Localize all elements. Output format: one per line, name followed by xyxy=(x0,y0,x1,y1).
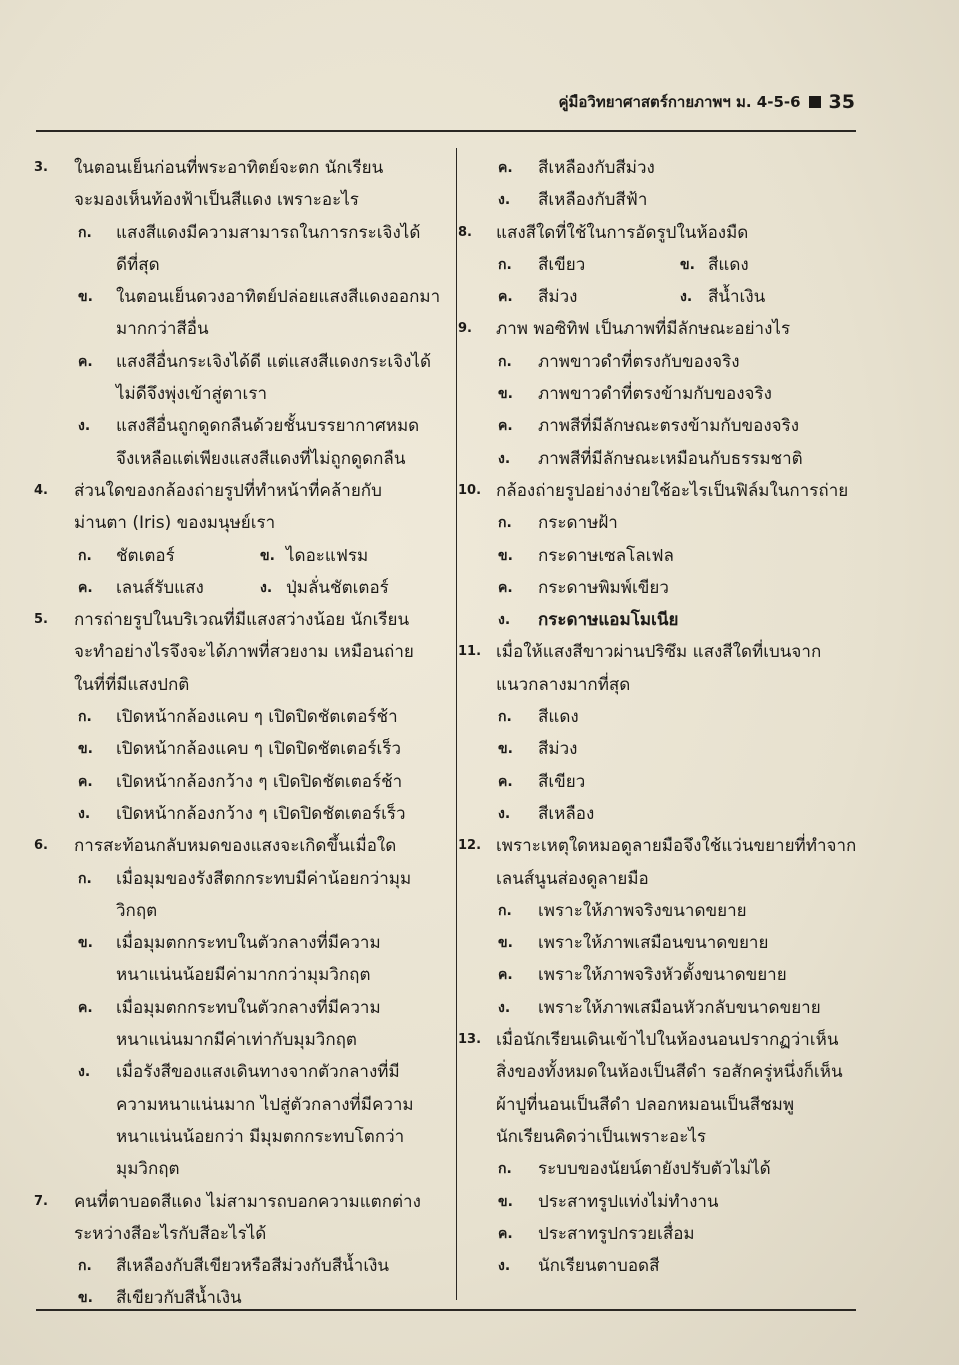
question-text: เมื่อให้แสงสีขาวผ่านปริซึม แสงสีใดที่เบนจาก xyxy=(496,642,822,663)
question-text: ม่านตา (Iris) ของมนุษย์เรา xyxy=(74,513,276,534)
option-line xyxy=(458,443,858,475)
option-text: เพราะให้ภาพเสมือนขนาดขยาย xyxy=(538,933,769,954)
option-text: เมื่อรังสีของแสงเดินทางจากตัวกลางที่มี xyxy=(116,1062,400,1083)
question-13-line xyxy=(458,1056,858,1088)
option-text: สีน้ำเงิน xyxy=(708,287,766,308)
option-label: ข. xyxy=(78,1290,93,1307)
question-text: แนวกลางมากที่สุด xyxy=(496,674,631,695)
option-line xyxy=(458,701,858,733)
option-label: ก. xyxy=(498,902,512,919)
question-13-line xyxy=(458,1121,858,1153)
option-line xyxy=(458,992,858,1024)
option-text: จึงเหลือแต่เพียงแสงสีแดงที่ไม่ถูกดูดกลืน xyxy=(116,448,406,469)
option-line xyxy=(458,895,858,927)
square-bullet-icon xyxy=(809,96,821,108)
question-13-line xyxy=(458,1024,858,1056)
option-text: กระดาษแอมโมเนีย xyxy=(538,610,679,631)
option-label: ก. xyxy=(498,709,512,726)
option-line xyxy=(34,1153,444,1185)
option-text: ประสาทรูปแท่งไม่ทำงาน xyxy=(538,1191,719,1212)
option-label: ง. xyxy=(260,579,273,596)
option-line xyxy=(34,249,444,281)
question-number: 9. xyxy=(458,321,472,337)
question-9-line xyxy=(458,313,858,345)
option-label: ข. xyxy=(498,741,513,758)
question-12-line xyxy=(458,830,858,862)
option-label: ค. xyxy=(498,967,513,984)
question-5-line xyxy=(34,669,444,701)
option-text: เปิดหน้ากล้องแคบ ๆ เปิดปิดชัตเตอร์ช้า xyxy=(116,707,398,728)
option-line xyxy=(34,313,444,345)
option-text: กระดาษเซลโลเฟล xyxy=(538,545,674,566)
option-label: ค. xyxy=(78,579,93,596)
option-line xyxy=(34,1282,444,1314)
option-label: ข. xyxy=(78,935,93,952)
option-line xyxy=(458,1218,858,1250)
option-label: ค. xyxy=(498,773,513,790)
option-label: ง. xyxy=(78,805,91,822)
option-label: ค. xyxy=(78,773,93,790)
option-text: ดีที่สุด xyxy=(116,254,160,275)
option-line xyxy=(34,378,444,410)
option-text: สีเหลืองกับสีฟ้า xyxy=(538,190,648,211)
option-line xyxy=(458,604,858,636)
page-number: 35 xyxy=(828,91,855,113)
option-label: ข. xyxy=(680,256,695,273)
option-line xyxy=(34,346,444,378)
question-text: จะทำอย่างไรจึงจะได้ภาพที่สวยงาม เหมือนถ่าย xyxy=(74,642,414,663)
option-line xyxy=(458,766,858,798)
question-number: 8. xyxy=(458,224,472,240)
option-text: แสงสีแดงมีความสามารถในการกระเจิงได้ xyxy=(116,222,421,243)
option-line xyxy=(458,1250,858,1282)
question-text: การสะท้อนกลับหมดของแสงจะเกิดขึ้นเมื่อใด xyxy=(74,836,397,857)
option-line xyxy=(34,733,444,765)
option-text: เมื่อมุมของรังสีตกกระทบมีค่าน้อยกว่ามุม xyxy=(116,868,412,889)
option-text: สีเหลืองกับสีม่วง xyxy=(538,158,655,178)
question-13-line xyxy=(458,1089,858,1121)
header-rule xyxy=(36,130,856,132)
option-label: ก. xyxy=(498,353,512,370)
option-line xyxy=(458,507,858,539)
option-line xyxy=(34,863,444,895)
option-text: ปุ่มลั่นชัตเตอร์ xyxy=(286,577,389,598)
option-line xyxy=(34,443,444,475)
option-label: ข. xyxy=(260,547,275,564)
question-number: 13. xyxy=(458,1032,482,1048)
option-line xyxy=(34,959,444,991)
option-line xyxy=(34,992,444,1024)
option-text: สีเขียว xyxy=(538,771,586,792)
option-text: ภาพสีที่มีลักษณะตรงข้ามกับของจริง xyxy=(538,416,800,437)
option-label: ข. xyxy=(498,1193,513,1210)
question-10-line xyxy=(458,475,858,507)
question-11-line xyxy=(458,669,858,701)
question-6-line xyxy=(34,830,444,862)
question-7-line xyxy=(34,1218,444,1250)
option-label: ก. xyxy=(498,256,512,273)
book-title: คู่มือวิทยาศาสตร์กายภาพฯ ม. 4-5-6 xyxy=(558,93,801,111)
option-label: ข. xyxy=(78,741,93,758)
question-text: นักเรียนคิดว่าเป็นเพราะอะไร xyxy=(496,1126,707,1147)
option-text: ความหนาแน่นมาก ไปสู่ตัวกลางที่มีความ xyxy=(116,1094,414,1115)
option-text: เมื่อมุมตกกระทบในตัวกลางที่มีความ xyxy=(116,933,381,954)
option-text: เปิดหน้ากล้องกว้าง ๆ เปิดปิดชัตเตอร์ช้า xyxy=(116,771,403,792)
option-text: สีเขียวกับสีน้ำเงิน xyxy=(116,1288,242,1309)
question-text: จะมองเห็นท้องฟ้าเป็นสีแดง เพราะอะไร xyxy=(74,190,359,211)
question-3-line xyxy=(34,152,444,184)
option-text: สีเขียว xyxy=(538,254,586,275)
option-label: ก. xyxy=(78,1258,92,1275)
option-text: เลนส์รับแสง xyxy=(116,577,204,598)
option-line xyxy=(34,1056,444,1088)
question-text: คนที่ตาบอดสีแดง ไม่สามารถบอกความแตกต่าง xyxy=(74,1191,421,1212)
option-label: ก. xyxy=(78,709,92,726)
question-11-line xyxy=(458,636,858,668)
option-text: ไม่ดีจึงพุ่งเข้าสู่ตาเรา xyxy=(116,384,267,405)
question-number: 10. xyxy=(458,482,482,498)
option-text: เมื่อมุมตกกระทบในตัวกลางที่มีความ xyxy=(116,997,381,1018)
option-label: ข. xyxy=(78,289,93,306)
option-text: สีเหลืองกับสีเขียวหรือสีม่วงกับสีน้ำเงิน xyxy=(116,1256,390,1277)
option-line xyxy=(34,1089,444,1121)
question-text: เมื่อนักเรียนเดินเข้าไปในห้องนอนปรากฏว่าเห็น xyxy=(496,1030,839,1051)
option-text: ระบบของนัยน์ตายังปรับตัวไม่ได้ xyxy=(538,1159,771,1180)
question-text: ผ้าปูที่นอนเป็นสีดำ ปลอกหมอนเป็นสีชมพู xyxy=(496,1094,795,1115)
option-label: ง. xyxy=(498,612,511,629)
question-number: 5. xyxy=(34,612,48,628)
option-text: แสงสีอื่นถูกดูดกลืนด้วยชั้นบรรยากาศหมด xyxy=(116,416,420,437)
option-line xyxy=(458,540,858,572)
question-text: ภาพ พอซิทิฟ เป็นภาพที่มีลักษณะอย่างไร xyxy=(496,319,791,340)
option-line xyxy=(34,410,444,442)
option-text: ในตอนเย็นดวงอาทิตย์ปล่อยแสงสีแดงออกมา xyxy=(116,287,441,308)
option-text: ประสาทรูปกรวยเสื่อม xyxy=(538,1223,695,1244)
option-text: สีเหลือง xyxy=(538,803,595,824)
option-line xyxy=(34,798,444,830)
option-line xyxy=(458,184,858,216)
page-header xyxy=(558,90,855,114)
option-label: ค. xyxy=(498,160,513,176)
option-label: ข. xyxy=(498,386,513,403)
question-text: แสงสีใดที่ใช้ในการอัดรูปในห้องมืด xyxy=(496,222,749,243)
option-text: กระดาษพิมพ์เขียว xyxy=(538,577,669,598)
question-text: ระหว่างสีอะไรกับสีอะไรได้ xyxy=(74,1223,267,1244)
option-text: มุมวิกฤต xyxy=(116,1159,180,1180)
option-text: วิกฤต xyxy=(116,900,158,921)
option-text: เปิดหน้ากล้องกว้าง ๆ เปิดปิดชัตเตอร์เร็ว xyxy=(116,803,406,824)
option-text: กระดาษฝ้า xyxy=(538,513,618,534)
option-line xyxy=(34,1024,444,1056)
option-label: ข. xyxy=(498,935,513,952)
option-text: ชัตเตอร์ xyxy=(116,545,175,566)
option-text: มากกว่าสีอื่น xyxy=(116,319,209,340)
option-line xyxy=(34,1250,444,1282)
option-label: ง. xyxy=(680,289,693,306)
question-number: 12. xyxy=(458,838,482,854)
question-number: 7. xyxy=(34,1193,48,1209)
option-line xyxy=(34,217,444,249)
option-line xyxy=(458,410,858,442)
option-label: ก. xyxy=(498,1161,512,1178)
option-label: ง. xyxy=(498,1258,511,1275)
question-text: กล้องถ่ายรูปอย่างง่ายใช้อะไรเป็นฟิล์มในการถ่าย xyxy=(496,480,849,501)
question-number: 4. xyxy=(34,482,48,498)
option-line xyxy=(458,572,858,604)
option-text: สีแดง xyxy=(708,254,749,275)
option-text: นักเรียนตาบอดสี xyxy=(538,1256,660,1277)
option-label: ง. xyxy=(78,1064,91,1081)
option-text: ภาพสีที่มีลักษณะเหมือนกับธรรมชาติ xyxy=(538,448,803,469)
option-text: สีม่วง xyxy=(538,287,578,308)
option-label: ก. xyxy=(78,547,92,564)
option-line xyxy=(34,1121,444,1153)
option-label: ค. xyxy=(498,418,513,435)
option-label: ค. xyxy=(78,353,93,370)
option-line xyxy=(34,281,444,313)
question-text: สิ่งของทั้งหมดในห้องเป็นสีดำ รอสักครู่หนึ่งก็เห็น xyxy=(496,1062,843,1083)
option-text: ภาพขาวดำที่ตรงกับของจริง xyxy=(538,351,740,372)
question-text: เลนส์นูนส่องดูลายมือ xyxy=(496,868,649,889)
option-line xyxy=(34,540,444,572)
option-text: หนาแน่นน้อยกว่า มีมุมตกกระทบโตกว่า xyxy=(116,1126,405,1147)
question-text: การถ่ายรูปในบริเวณที่มีแสงสว่างน้อย นักเรียน xyxy=(74,610,410,631)
option-label: ง. xyxy=(498,805,511,822)
option-label: ง. xyxy=(78,418,91,435)
option-line xyxy=(458,152,858,184)
option-label: ง. xyxy=(498,450,511,467)
option-text: เพราะให้ภาพจริงหัวตั้งขนาดขยาย xyxy=(538,965,787,986)
question-text: เพราะเหตุใดหมอดูลายมือจึงใช้แว่นขยายที่ทำจาก xyxy=(496,836,857,857)
question-text: ส่วนใดของกล้องถ่ายรูปที่ทำหน้าที่คล้ายกับ xyxy=(74,480,382,501)
column-divider xyxy=(456,148,457,1300)
question-12-line xyxy=(458,863,858,895)
option-line xyxy=(458,1186,858,1218)
option-label: ค. xyxy=(78,999,93,1016)
option-text: หนาแน่นมากมีค่าเท่ากับมุมวิกฤต xyxy=(116,1030,357,1051)
option-label: ก. xyxy=(498,515,512,532)
option-line xyxy=(458,927,858,959)
question-5-line xyxy=(34,604,444,636)
question-4-line xyxy=(34,507,444,539)
option-label: ข. xyxy=(498,547,513,564)
question-number: 6. xyxy=(34,838,48,854)
option-label: ก. xyxy=(78,224,92,241)
option-line xyxy=(458,733,858,765)
option-text: หนาแน่นน้อยมีค่ามากกว่ามุมวิกฤต xyxy=(116,965,371,986)
option-line xyxy=(34,927,444,959)
right-column xyxy=(458,152,858,1282)
option-line xyxy=(458,798,858,830)
question-number: 11. xyxy=(458,644,482,660)
option-text: เพราะให้ภาพจริงขนาดขยาย xyxy=(538,900,747,921)
option-line xyxy=(34,701,444,733)
option-line xyxy=(34,895,444,927)
option-label: ง. xyxy=(498,192,511,209)
option-text: ไดอะแฟรม xyxy=(286,545,369,566)
question-text: ในที่ที่มีแสงปกติ xyxy=(74,674,190,695)
option-line xyxy=(458,346,858,378)
left-column xyxy=(34,152,444,1315)
option-text: ภาพขาวดำที่ตรงข้ามกับของจริง xyxy=(538,384,772,405)
question-5-line xyxy=(34,636,444,668)
option-line xyxy=(458,959,858,991)
question-7-line xyxy=(34,1186,444,1218)
option-line xyxy=(458,281,858,313)
option-label: ค. xyxy=(498,289,513,306)
option-text: สีม่วง xyxy=(538,739,578,760)
question-8-line xyxy=(458,217,858,249)
question-number: 3. xyxy=(34,160,48,175)
option-line xyxy=(34,766,444,798)
question-text: ในตอนเย็นก่อนที่พระอาทิตย์จะตก นักเรียน xyxy=(74,158,384,178)
option-text: เพราะให้ภาพเสมือนหัวกลับขนาดขยาย xyxy=(538,997,821,1018)
option-label: ง. xyxy=(498,999,511,1016)
option-line xyxy=(458,378,858,410)
option-line xyxy=(458,249,858,281)
option-text: แสงสีอื่นกระเจิงได้ดี แต่แสงสีแดงกระเจิงได้ xyxy=(116,351,432,372)
question-4-line xyxy=(34,475,444,507)
option-text: สีแดง xyxy=(538,707,579,728)
question-3-line xyxy=(34,184,444,216)
option-text: เปิดหน้ากล้องแคบ ๆ เปิดปิดชัตเตอร์เร็ว xyxy=(116,739,402,760)
option-label: ค. xyxy=(498,579,513,596)
option-label: ค. xyxy=(498,1225,513,1242)
option-line xyxy=(34,572,444,604)
option-label: ก. xyxy=(78,870,92,887)
option-line xyxy=(458,1153,858,1185)
